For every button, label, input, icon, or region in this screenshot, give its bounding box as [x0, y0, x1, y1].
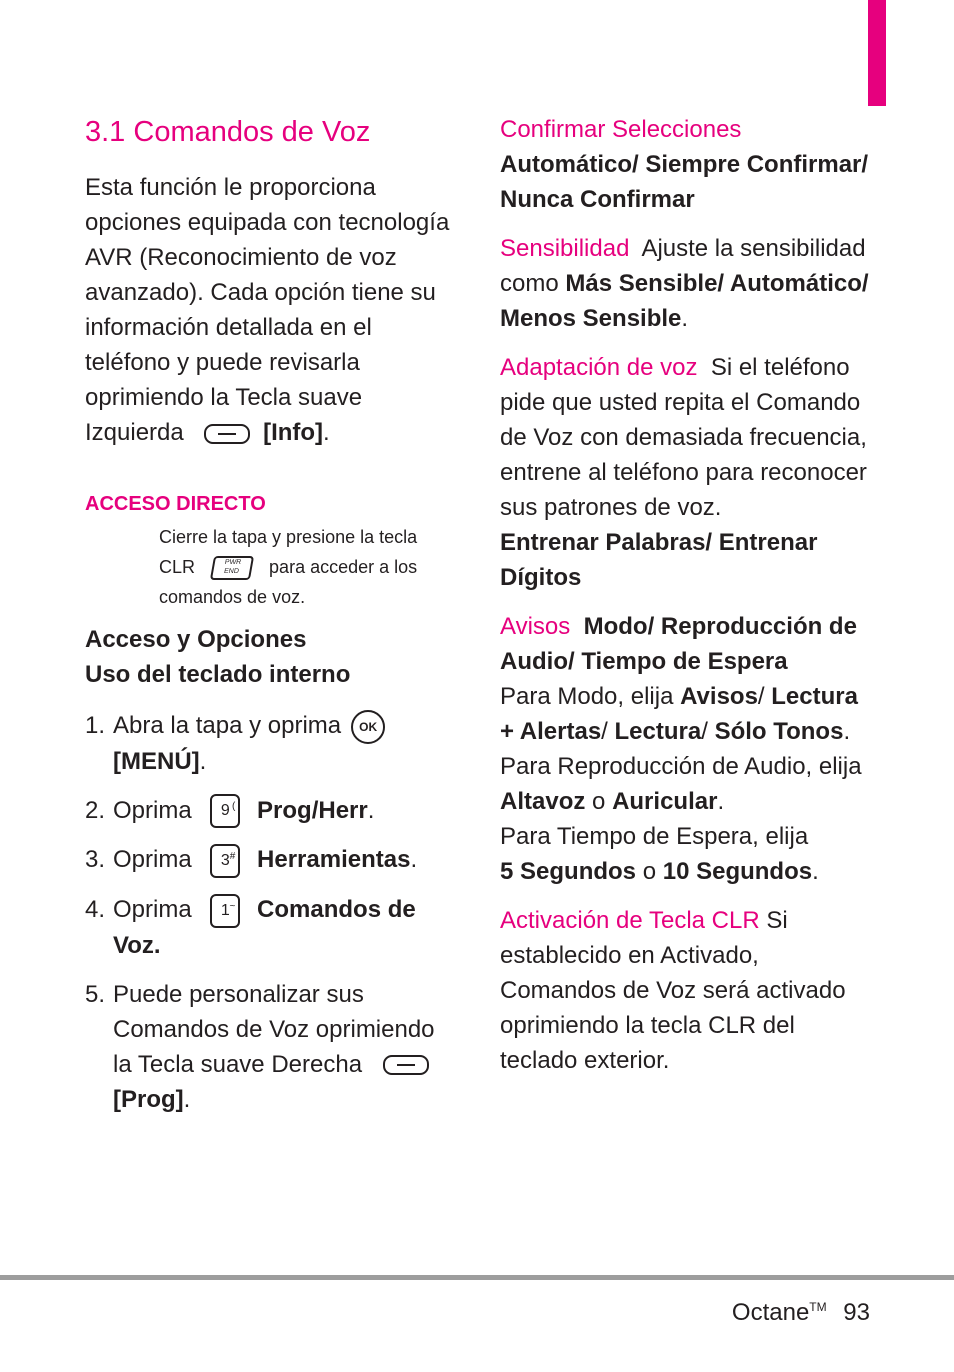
audio-or: o: [592, 788, 606, 815]
right-softkey-icon: [383, 1055, 429, 1075]
step-number: 4.: [85, 895, 106, 923]
info-key-label: [Info]: [263, 419, 324, 446]
audio-text: Para Reproducción de Audio, elija: [500, 753, 862, 780]
step-3: [85, 842, 457, 878]
espera-opt2: 10 Segundos: [662, 858, 813, 885]
subheads: [85, 622, 457, 692]
espera-opt1: 5 Segundos: [500, 858, 637, 885]
step-number: 5.: [85, 980, 106, 1008]
sensibilidad-text: Ajuste la sensibilidad como: [500, 235, 866, 297]
section-tab: [868, 0, 886, 106]
confirmar-section: [500, 112, 870, 217]
footer-tm: TM: [809, 1300, 827, 1314]
audio-end: .: [717, 788, 725, 815]
step-end: .: [183, 1085, 191, 1113]
subhead-acceso: Acceso y Opciones: [85, 626, 307, 653]
avisos-label: Avisos: [500, 613, 571, 640]
adaptacion-section: [500, 350, 870, 595]
modo-opt3: Lectura: [614, 718, 702, 745]
step-end: .: [199, 747, 207, 775]
activacion-text: Si establecido en Activado, Comandos de Voz será activado oprimiendo la tecla CLR del teclado exterior.: [500, 907, 846, 1074]
espera-or: o: [642, 858, 657, 885]
step-4: [85, 892, 457, 963]
intro-end: .: [323, 419, 330, 446]
activacion-label: Activación de Tecla CLR: [500, 907, 760, 934]
page-footer: [732, 1290, 870, 1330]
step-bold: [MENÚ]: [113, 747, 200, 775]
key-9-symbol: (: [232, 801, 236, 813]
acceso-directo-text: [159, 522, 457, 612]
avisos-audio: [500, 749, 870, 819]
acceso-directo-heading: ACCESO DIRECTO: [85, 493, 266, 515]
step-text: Oprima: [113, 796, 192, 824]
espera-text: Para Tiempo de Espera, elija: [500, 823, 809, 850]
modo-opt2: Lectura + Alertas: [500, 683, 858, 745]
avisos-modo: [500, 679, 870, 749]
avisos-section: [500, 609, 870, 889]
step-bold: Prog/Herr: [257, 796, 368, 824]
step-text: Oprima: [113, 846, 192, 874]
sensibilidad-label: Sensibilidad: [500, 235, 630, 262]
step-end: .: [410, 846, 418, 874]
sensibilidad-section: [500, 231, 870, 336]
modo-sep3: /: [701, 718, 708, 745]
footer-rule: [0, 1275, 954, 1280]
step-5: [85, 977, 457, 1117]
pwr-end-key-icon: [210, 556, 254, 580]
footer-brand: Octane: [731, 1299, 810, 1326]
pwr-key-label: PWR: [224, 559, 242, 567]
modo-sep1: /: [757, 683, 765, 710]
ok-key-icon: OK: [351, 710, 385, 744]
step-bold: [Prog]: [113, 1085, 184, 1113]
audio-opt2: Auricular: [612, 788, 718, 815]
step-text: Abra la tapa y oprima: [113, 712, 342, 739]
right-column: [500, 112, 870, 1092]
step-number: 1.: [85, 712, 106, 739]
confirmar-options: Automático/ Siempre Confirmar/ Nunca Confirmar: [500, 151, 869, 213]
step-text: Oprima: [113, 895, 192, 923]
key-3-icon: [210, 844, 240, 878]
step-end: .: [367, 796, 375, 824]
confirmar-label: Confirmar Selecciones: [500, 116, 742, 143]
step-number: 3.: [85, 846, 106, 874]
end-key-label: END: [223, 568, 240, 576]
modo-sep2: /: [601, 718, 608, 745]
sensibilidad-options: Más Sensible/ Automático/ Menos Sensible: [500, 270, 869, 332]
key-3-symbol: #: [229, 850, 236, 862]
sensibilidad-end: .: [681, 305, 689, 332]
key-9-digit: 9: [220, 802, 230, 820]
key-1-symbol: ~: [229, 900, 236, 912]
step-text: Puede personalizar sus Comandos de Voz oprimiendo la Tecla suave Derecha: [113, 980, 435, 1078]
adaptacion-label: Adaptación de voz: [500, 354, 698, 381]
avisos-options: Modo/ Reproducción de Audio/ Tiempo de Espera: [500, 613, 857, 675]
page-title: 3.1 Comandos de Voz: [85, 116, 371, 148]
step-1: [85, 708, 457, 779]
acceso-text-b: para acceder a los comandos de voz.: [159, 557, 418, 607]
acceso-text-a: Cierre la tapa y presione la tecla CLR: [159, 527, 418, 577]
subhead-uso: Uso del teclado interno: [85, 661, 351, 688]
adaptacion-options: Entrenar Palabras/ Entrenar Dígitos: [500, 529, 818, 591]
modo-text: Para Modo, elija: [500, 683, 674, 710]
modo-opt4: Sólo Tonos: [714, 718, 844, 745]
audio-opt1: Altavoz: [500, 788, 586, 815]
intro-text: Esta función le proporciona opciones equipada con tecnología AVR (Reconocimiento de voz avanzado). Cada opción tiene su información detallada en el teléfono y puede revisarla oprimiendo la Tecla suave Izquierda: [85, 174, 450, 446]
key-1-icon: [210, 894, 240, 928]
step-number: 2.: [85, 796, 106, 824]
modo-opt1: Avisos: [680, 683, 758, 710]
modo-end: .: [843, 718, 851, 745]
left-column: [85, 112, 457, 1131]
key-3-digit: 3: [220, 851, 230, 869]
page-number: 93: [843, 1299, 870, 1326]
key-1-digit: 1: [220, 901, 230, 919]
intro-paragraph: [85, 170, 457, 450]
step-2: [85, 793, 457, 829]
step-bold: Comandos de Voz.: [113, 895, 416, 959]
adaptacion-text: Si el teléfono pide que usted repita el Comando de Voz con demasiada frecuencia, entrene al teléfono para reconocer sus patrones de voz.: [500, 354, 867, 521]
key-9-icon: [210, 794, 240, 828]
activacion-section: [500, 903, 870, 1078]
step-bold: Herramientas: [257, 846, 411, 874]
left-softkey-icon: [204, 424, 250, 444]
avisos-espera: [500, 819, 870, 889]
espera-end: .: [812, 858, 819, 885]
